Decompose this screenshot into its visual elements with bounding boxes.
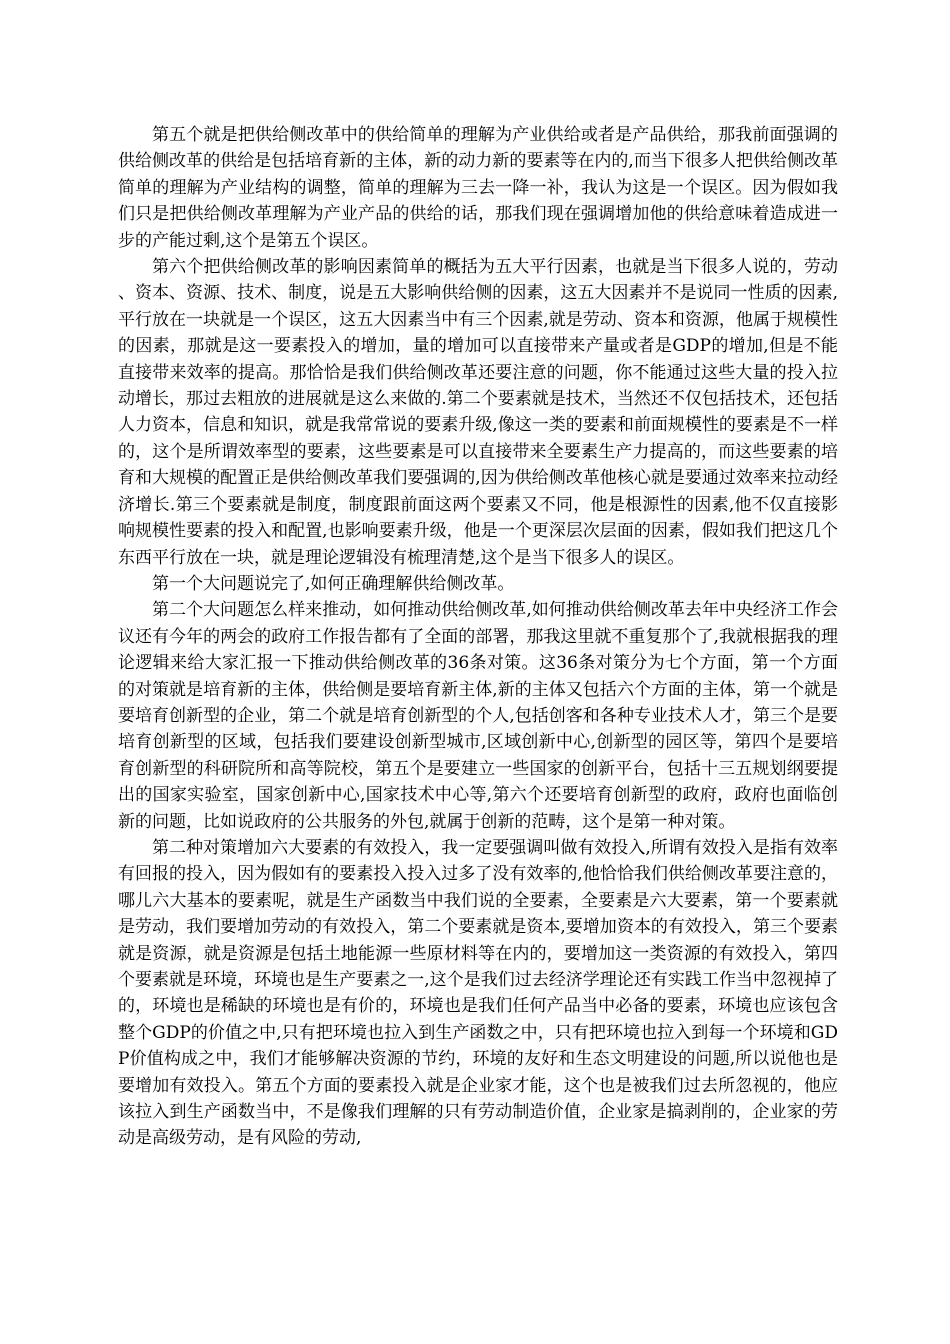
- paragraph-sixth-misconception: 第六个把供给侧改革的影响因素简单的概括为五大平行因素，也就是当下很多人说的，劳动、资本、资源、技术、制度，说是五大影响供给侧的因素，这五大因素并不是说同一性质的因素,平行放在一块就是一个误区，这五大因素当中有三个因素,就是劳动、资本和资源，他属于规模性的因素，那就是这一要素投入的增加，量的增加可以直接带来产量或者是GDP的增加,但是不能直接带来效率的提高。那恰恰是我们供给侧改革还要注意的问题，你不能通过这些大量的投入拉动增长，那过去粗放的进展就是这么来做的.第二个要素就是技术，当然还不仅包括技术，还包括人力资本，信息和知识，就是我常常说的要素升级,像这一类的要素和前面规模性的要素是不一样的，这个是所谓效率型的要素，这些要素是可以直接带来全要素生产力提高的，而这些要素的培育和大规模的配置正是供给侧改革我们要强调的,因为供给侧改革他核心就是要通过效率来拉动经济增长.第三个要素就是制度，制度跟前面这两个要素又不同，他是根源性的因素,他不仅直接影响规模性要素的投入和配置,也影响要素升级，他是一个更深层次层面的因素，假如我们把这几个东西平行放在一块，就是理论逻辑没有梳理清楚,这个是当下很多人的误区。: [118, 257, 838, 568]
- paragraph-six-factor-inputs: 第二种对策增加六大要素的有效投入，我一定要强调叫做有效投入,所谓有效投入是指有效率有回报的投入，因为假如有的要素投入投入过多了没有效率的,他恰恰我们供给侧改革要注意的，哪儿六大基本的要素呢，就是生产函数当中我们说的全要素，全要素是六大要素，第一个要素就是劳动，我们要增加劳动的有效投入，第二个要素就是资本,要增加资本的有效投入，第三个要素就是资源，就是资源是包括土地能源一些原材料等在内的，要增加这一类资源的有效投入，第四个要素就是环境，环境也是生产要素之一,这个是我们过去经济学理论还有实践工作当中忽视掉了的，环境也是稀缺的环境也是有价的，环境也是我们任何产品当中必备的要素，环境也应该包含整个GDP的价值之中,只有把环境也拉入到生产函数之中，只有把环境也拉入到每一个环境和GDP价值构成之中，我们才能够解决资源的节约，环境的友好和生态文明建设的问题,所以说他也是要增加有效投入。第五个方面的要素投入就是企业家才能，这个也是被我们过去所忽视的，他应该拉入到生产函数当中，不是像我们理解的只有劳动制造价值，企业家是搞剥削的，企业家的劳动是高级劳动，是有风险的劳动,: [118, 837, 838, 1149]
- document-page: [118, 122, 838, 1152]
- paragraph-first-question-summary: 第一个大问题说完了,如何正确理解供给侧改革。: [152, 573, 515, 594]
- paragraph-second-question-new-subjects: 第二个大问题怎么样来推动，如何推动供给侧改革,如何推动供给侧改革去年中央经济工作会议还有今年的两会的政府工作报告都有了全面的部署，那我这里就不重复那个了,我就根据我的理论逻辑来给大家汇报一下推动供给侧改革的36条对策。这36条对策分为七个方面，第一个方面的对策就是培育新的主体，供给侧是要培育新主体,新的主体又包括六个方面的主体，第一个就是要培育创新型的企业，第二个就是培育创新型的个人,包括创客和各种专业技术人才，第三个是要培育创新型的区域，包括我们要建设创新型城市,区域创新中心,创新型的园区等，第四个是要培育创新型的科研院所和高等院校，第五个是要建立一些国家的创新平台，包括十三五规划纲要提出的国家实验室，国家创新中心,国家技术中心等,第六个还要培育创新型的政府，政府也面临创新的问题，比如说政府的公共服务的外包,就属于创新的范畴，这个是第一种对策。: [118, 600, 838, 832]
- paragraph-fifth-misconception: 第五个就是把供给侧改革中的供给简单的理解为产业供给或者是产品供给，那我前面强调的供给侧改革的供给是包括培育新的主体，新的动力新的要素等在内的,而当下很多人把供给侧改革简单的理解为产业结构的调整，简单的理解为三去一降一补，我认为这是一个误区。因为假如我们只是把供给侧改革理解为产业产品的供给的话，那我们现在强调增加他的供给意味着造成进一步的产能过剩,这个是第五个误区。: [118, 125, 838, 251]
